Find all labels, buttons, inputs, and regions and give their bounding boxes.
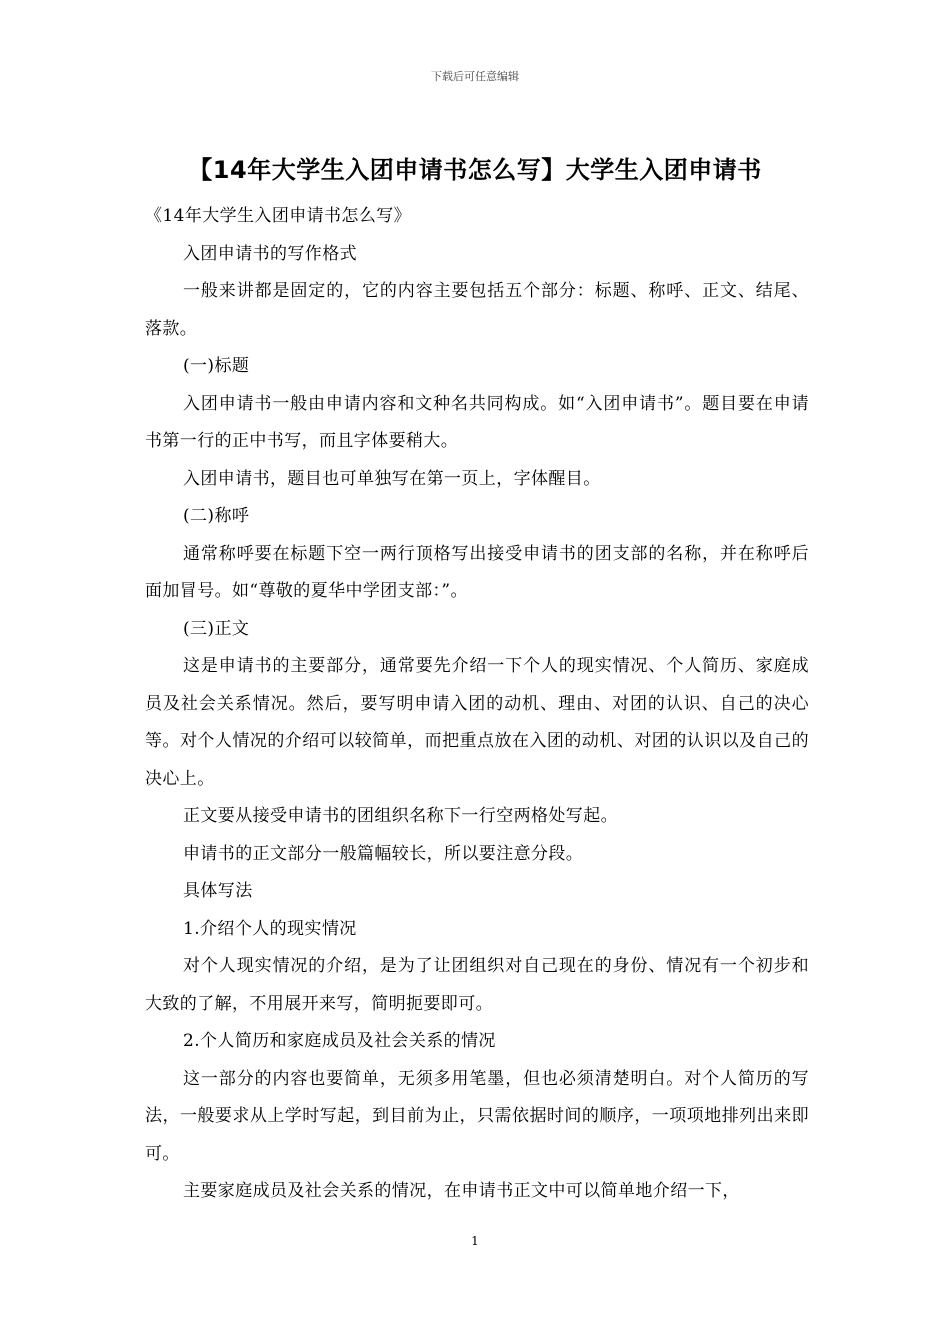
body-paragraph: 主要家庭成员及社会关系的情况，在申请书正文中可以简单地介绍一下， [183, 1181, 740, 1201]
body-paragraph: 《14年大学生入团申请书怎么写》 [145, 206, 412, 226]
body-paragraph: 对个人现实情况的介绍，是为了让团组织对自己现在的身份、情况有一个初步和大致的了解，不用展开来写，简明扼要即可。 [145, 956, 809, 1014]
header-note: 下载后可任意编辑 [431, 70, 519, 83]
document-title: 【14年大学生入团申请书怎么写】大学生入团申请书 [188, 156, 762, 184]
body-paragraph: 具体写法 [183, 881, 253, 901]
body-paragraph: 2.个人简历和家庭成员及社会关系的情况 [183, 1031, 496, 1051]
body-paragraph: 通常称呼要在标题下空一两行顶格写出接受申请书的团支部的名称，并在称呼后面加冒号。如“尊敬的夏华中学团支部：”。 [145, 543, 809, 601]
body-paragraph: 一般来讲都是固定的，它的内容主要包括五个部分：标题、称呼、正文、结尾、落款。 [145, 281, 809, 339]
body-paragraph: (一)标题 [183, 356, 250, 376]
body-paragraph: (三)正文 [183, 618, 250, 639]
page-number: 1 [471, 1234, 479, 1248]
body-paragraph: 入团申请书，题目也可单独写在第一页上，字体醒目。 [183, 468, 601, 489]
body-paragraph: 入团申请书一般由申请内容和文种名共同构成。如“入团申请书”。题目要在申请书第一行的正中书写，而且字体要稍大。 [145, 393, 809, 451]
body-paragraph: 这一部分的内容也要简单，无须多用笔墨，但也必须清楚明白。对个人简历的写法，一般要求从上学时写起，到目前为止，只需依据时间的顺序，一项项地排列出来即可。 [145, 1068, 809, 1164]
body-paragraph: (二)称呼 [183, 506, 250, 526]
body-paragraph: 正文要从接受申请书的团组织名称下一行空两格处写起。 [183, 806, 618, 826]
body-paragraph: 1.介绍个人的现实情况 [183, 918, 357, 939]
body-paragraph: 入团申请书的写作格式 [183, 243, 357, 264]
document-body [145, 198, 809, 1211]
body-paragraph: 这是申请书的主要部分，通常要先介绍一下个人的现实情况、个人简历、家庭成员及社会关系情况。然后，要写明申请入团的动机、理由、对团的认识、自己的决心等。对个人情况的介绍可以较简单，而把重点放在入团的动机、对团的认识以及自己的决心上。 [145, 656, 809, 789]
body-paragraph: 申请书的正文部分一般篇幅较长，所以要注意分段。 [183, 843, 584, 864]
